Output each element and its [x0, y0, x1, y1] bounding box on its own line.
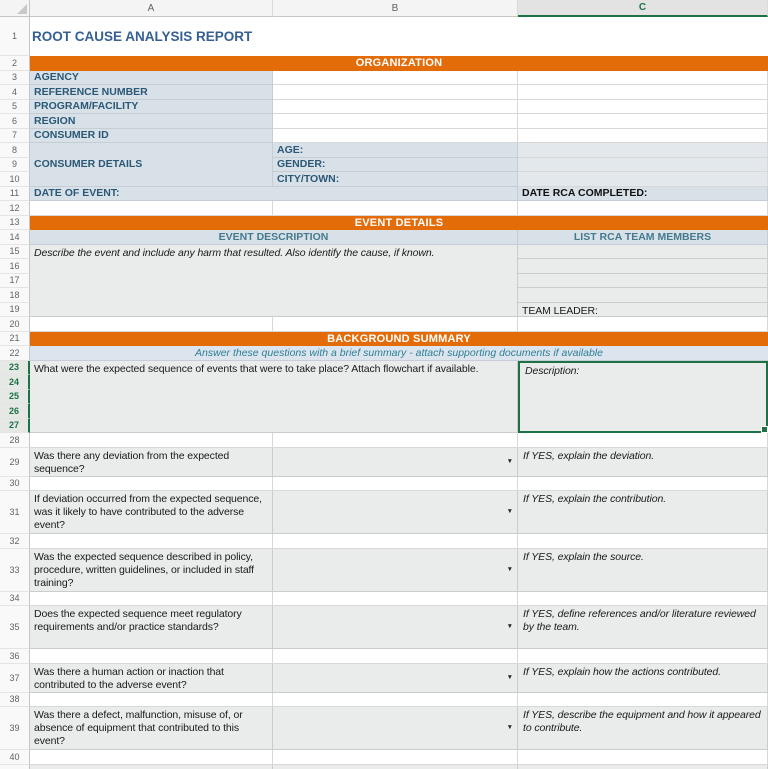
empty-cell[interactable]	[273, 317, 518, 332]
team-member-cell[interactable]	[518, 288, 768, 303]
empty-cell[interactable]	[273, 592, 518, 607]
empty-cell[interactable]	[518, 85, 768, 100]
empty-cell[interactable]	[518, 129, 768, 144]
header-rca-team-members[interactable]: LIST RCA TEAM MEMBERS	[518, 230, 768, 245]
dropdown-arrow-icon[interactable]: ▼	[506, 723, 513, 731]
input-cell-city-town[interactable]	[518, 172, 768, 187]
row-header-27[interactable]: 27	[0, 419, 30, 434]
select-all-corner[interactable]	[0, 0, 30, 17]
dropdown-arrow-icon[interactable]: ▼	[506, 622, 513, 630]
row-header-29[interactable]: 29	[0, 448, 30, 477]
input-cell-age[interactable]	[518, 143, 768, 158]
hint-human-action[interactable]: If YES, explain how the actions contributed.	[518, 664, 768, 693]
row-header-37[interactable]: 37	[0, 664, 30, 693]
empty-cell[interactable]	[273, 477, 518, 492]
dropdown-cell-deviation[interactable]	[273, 448, 518, 477]
input-cell-region[interactable]	[273, 114, 518, 129]
empty-cell[interactable]	[30, 693, 273, 708]
empty-cell[interactable]	[273, 201, 518, 216]
row-header-35[interactable]: 35	[0, 606, 30, 649]
dropdown-cell-contribution[interactable]	[273, 491, 518, 534]
dropdown-arrow-icon[interactable]: ▼	[506, 507, 513, 515]
row-header-28[interactable]: 28	[0, 433, 30, 448]
partial-dropdown-cell[interactable]	[273, 765, 518, 769]
row-header-39[interactable]: 39	[0, 707, 30, 750]
label-reference-number[interactable]: REFERENCE NUMBER	[30, 85, 273, 100]
report-title[interactable]: ROOT CAUSE ANALYSIS REPORT	[30, 17, 768, 56]
description-cell-selected[interactable]	[518, 361, 768, 434]
sequence-question-cell[interactable]: What were the expected sequence of events that were to take place? Attach flowchart if available.	[30, 361, 518, 434]
row-header-18[interactable]: 18	[0, 288, 30, 303]
team-member-cell[interactable]	[518, 259, 768, 274]
row-header-32[interactable]: 32	[0, 534, 30, 549]
sheet-grid	[0, 17, 768, 769]
column-header-A[interactable]: A	[30, 0, 273, 17]
row-header-12[interactable]: 12	[0, 201, 30, 216]
empty-cell[interactable]	[518, 433, 768, 448]
question-policy[interactable]: Was the expected sequence described in policy, procedure, written guidelines, or included in staff training?	[30, 549, 273, 592]
label-age[interactable]: AGE:	[273, 143, 518, 158]
section-header-event-details[interactable]: EVENT DETAILS	[30, 216, 768, 231]
row-header-1[interactable]: 1	[0, 17, 30, 56]
section-header-organization[interactable]: ORGANIZATION	[30, 56, 768, 71]
row-header-10[interactable]: 10	[0, 172, 30, 187]
column-header-C[interactable]: C	[518, 0, 768, 17]
partial-hint-cell[interactable]	[518, 765, 768, 769]
row-header-9[interactable]: 9	[0, 158, 30, 173]
row-header-8[interactable]: 8	[0, 143, 30, 158]
row-header-41[interactable]	[0, 765, 30, 769]
event-description-cell[interactable]: Describe the event and include any harm that resulted. Also identify the cause, if known.	[30, 245, 518, 318]
empty-cell[interactable]	[518, 534, 768, 549]
empty-cell[interactable]	[273, 534, 518, 549]
hint-equipment[interactable]: If YES, describe the equipment and how it appeared to contribute.	[518, 707, 768, 750]
empty-cell[interactable]	[518, 693, 768, 708]
input-cell-consumer-id[interactable]	[273, 129, 518, 144]
label-team-leader[interactable]: TEAM LEADER:	[518, 303, 768, 318]
row-header-17[interactable]: 17	[0, 274, 30, 289]
label-consumer-id[interactable]: CONSUMER ID	[30, 129, 273, 144]
row-header-16[interactable]: 16	[0, 259, 30, 274]
input-cell-reference-number[interactable]	[273, 85, 518, 100]
empty-cell[interactable]	[30, 317, 273, 332]
label-gender[interactable]: GENDER:	[273, 158, 518, 173]
row-header-33[interactable]: 33	[0, 549, 30, 592]
label-consumer-details[interactable]: CONSUMER DETAILS	[30, 143, 273, 187]
row-header-20[interactable]: 20	[0, 317, 30, 332]
row-header-24[interactable]: 24	[0, 375, 30, 390]
row-header-6[interactable]: 6	[0, 114, 30, 129]
dropdown-cell-policy[interactable]	[273, 549, 518, 592]
row-header-40[interactable]: 40	[0, 750, 30, 765]
empty-cell[interactable]	[30, 592, 273, 607]
team-member-cell[interactable]	[518, 274, 768, 289]
empty-cell[interactable]	[30, 534, 273, 549]
input-cell-program-facility[interactable]	[273, 100, 518, 115]
hint-regulatory[interactable]: If YES, define references and/or literature reviewed by the team.	[518, 606, 768, 649]
empty-cell[interactable]	[518, 114, 768, 129]
question-deviation[interactable]: Was there any deviation from the expected sequence?	[30, 448, 273, 477]
empty-cell[interactable]	[518, 201, 768, 216]
empty-cell[interactable]	[518, 592, 768, 607]
row-header-7[interactable]: 7	[0, 129, 30, 144]
row-header-2[interactable]: 2	[0, 56, 30, 71]
hint-contribution[interactable]: If YES, explain the contribution.	[518, 491, 768, 534]
label-date-rca-completed[interactable]: DATE RCA COMPLETED:	[518, 187, 768, 202]
row-header-36[interactable]: 36	[0, 649, 30, 664]
empty-cell[interactable]	[518, 649, 768, 664]
team-member-cell[interactable]	[518, 245, 768, 260]
row-header-11[interactable]: 11	[0, 187, 30, 202]
empty-cell[interactable]	[518, 750, 768, 765]
empty-cell[interactable]	[518, 100, 768, 115]
section-header-background-summary[interactable]: BACKGROUND SUMMARY	[30, 332, 768, 347]
dropdown-arrow-icon[interactable]: ▼	[506, 565, 513, 573]
empty-cell[interactable]	[30, 649, 273, 664]
select-all-triangle-icon	[17, 4, 27, 14]
row-header-13[interactable]: 13	[0, 216, 30, 231]
empty-cell[interactable]	[518, 71, 768, 86]
input-cell-agency[interactable]	[273, 71, 518, 86]
row-header-3[interactable]: 3	[0, 71, 30, 86]
label-agency[interactable]: AGENCY	[30, 71, 273, 86]
empty-cell[interactable]	[518, 477, 768, 492]
column-header-row	[0, 0, 768, 17]
empty-cell[interactable]	[30, 477, 273, 492]
input-cell-gender[interactable]	[518, 158, 768, 173]
question-human-action[interactable]: Was there a human action or inaction that contributed to the adverse event?	[30, 664, 273, 693]
dropdown-cell-equipment[interactable]	[273, 707, 518, 750]
empty-cell[interactable]	[30, 750, 273, 765]
row-header-5[interactable]: 5	[0, 100, 30, 115]
row-header-34[interactable]: 34	[0, 592, 30, 607]
empty-cell[interactable]	[30, 433, 273, 448]
dropdown-arrow-icon[interactable]: ▼	[506, 673, 513, 681]
row-header-22[interactable]: 22	[0, 346, 30, 361]
row-header-31[interactable]: 31	[0, 491, 30, 534]
empty-cell[interactable]	[273, 649, 518, 664]
row-header-21[interactable]: 21	[0, 332, 30, 347]
fill-handle[interactable]	[761, 426, 768, 433]
dropdown-arrow-icon[interactable]: ▼	[506, 457, 513, 465]
empty-cell[interactable]	[30, 201, 273, 216]
row-header-19[interactable]: 19	[0, 303, 30, 318]
header-event-description[interactable]: EVENT DESCRIPTION	[30, 230, 518, 245]
dropdown-cell-regulatory[interactable]	[273, 606, 518, 649]
description-label: Description:	[525, 364, 580, 377]
empty-cell[interactable]	[518, 317, 768, 332]
row-header-15[interactable]: 15	[0, 245, 30, 260]
label-city-town[interactable]: CITY/TOWN:	[273, 172, 518, 187]
label-date-of-event[interactable]: DATE OF EVENT:	[30, 187, 518, 202]
row-header-25[interactable]: 25	[0, 390, 30, 405]
empty-cell[interactable]	[273, 433, 518, 448]
background-instruction[interactable]: Answer these questions with a brief summary - attach supporting documents if available	[30, 346, 768, 361]
partial-question-cell[interactable]	[30, 765, 273, 769]
label-region[interactable]: REGION	[30, 114, 273, 129]
question-regulatory[interactable]: Does the expected sequence meet regulatory requirements and/or practice standards?	[30, 606, 273, 649]
question-contribution[interactable]: If deviation occurred from the expected sequence, was it likely to have contributed to the adverse event?	[30, 491, 273, 534]
row-header-23[interactable]: 23	[0, 361, 30, 376]
row-header-4[interactable]: 4	[0, 85, 30, 100]
empty-cell[interactable]	[273, 750, 518, 765]
hint-deviation[interactable]: If YES, explain the deviation.	[518, 448, 768, 477]
label-program-facility[interactable]: PROGRAM/FACILITY	[30, 100, 273, 115]
dropdown-cell-human-action[interactable]	[273, 664, 518, 693]
empty-cell[interactable]	[273, 693, 518, 708]
column-header-B[interactable]: B	[273, 0, 518, 17]
row-header-14[interactable]: 14	[0, 230, 30, 245]
hint-policy[interactable]: If YES, explain the source.	[518, 549, 768, 592]
row-header-38[interactable]: 38	[0, 693, 30, 708]
question-equipment[interactable]: Was there a defect, malfunction, misuse of, or absence of equipment that contributed to this event?	[30, 707, 273, 750]
row-header-26[interactable]: 26	[0, 404, 30, 419]
row-header-30[interactable]: 30	[0, 477, 30, 492]
